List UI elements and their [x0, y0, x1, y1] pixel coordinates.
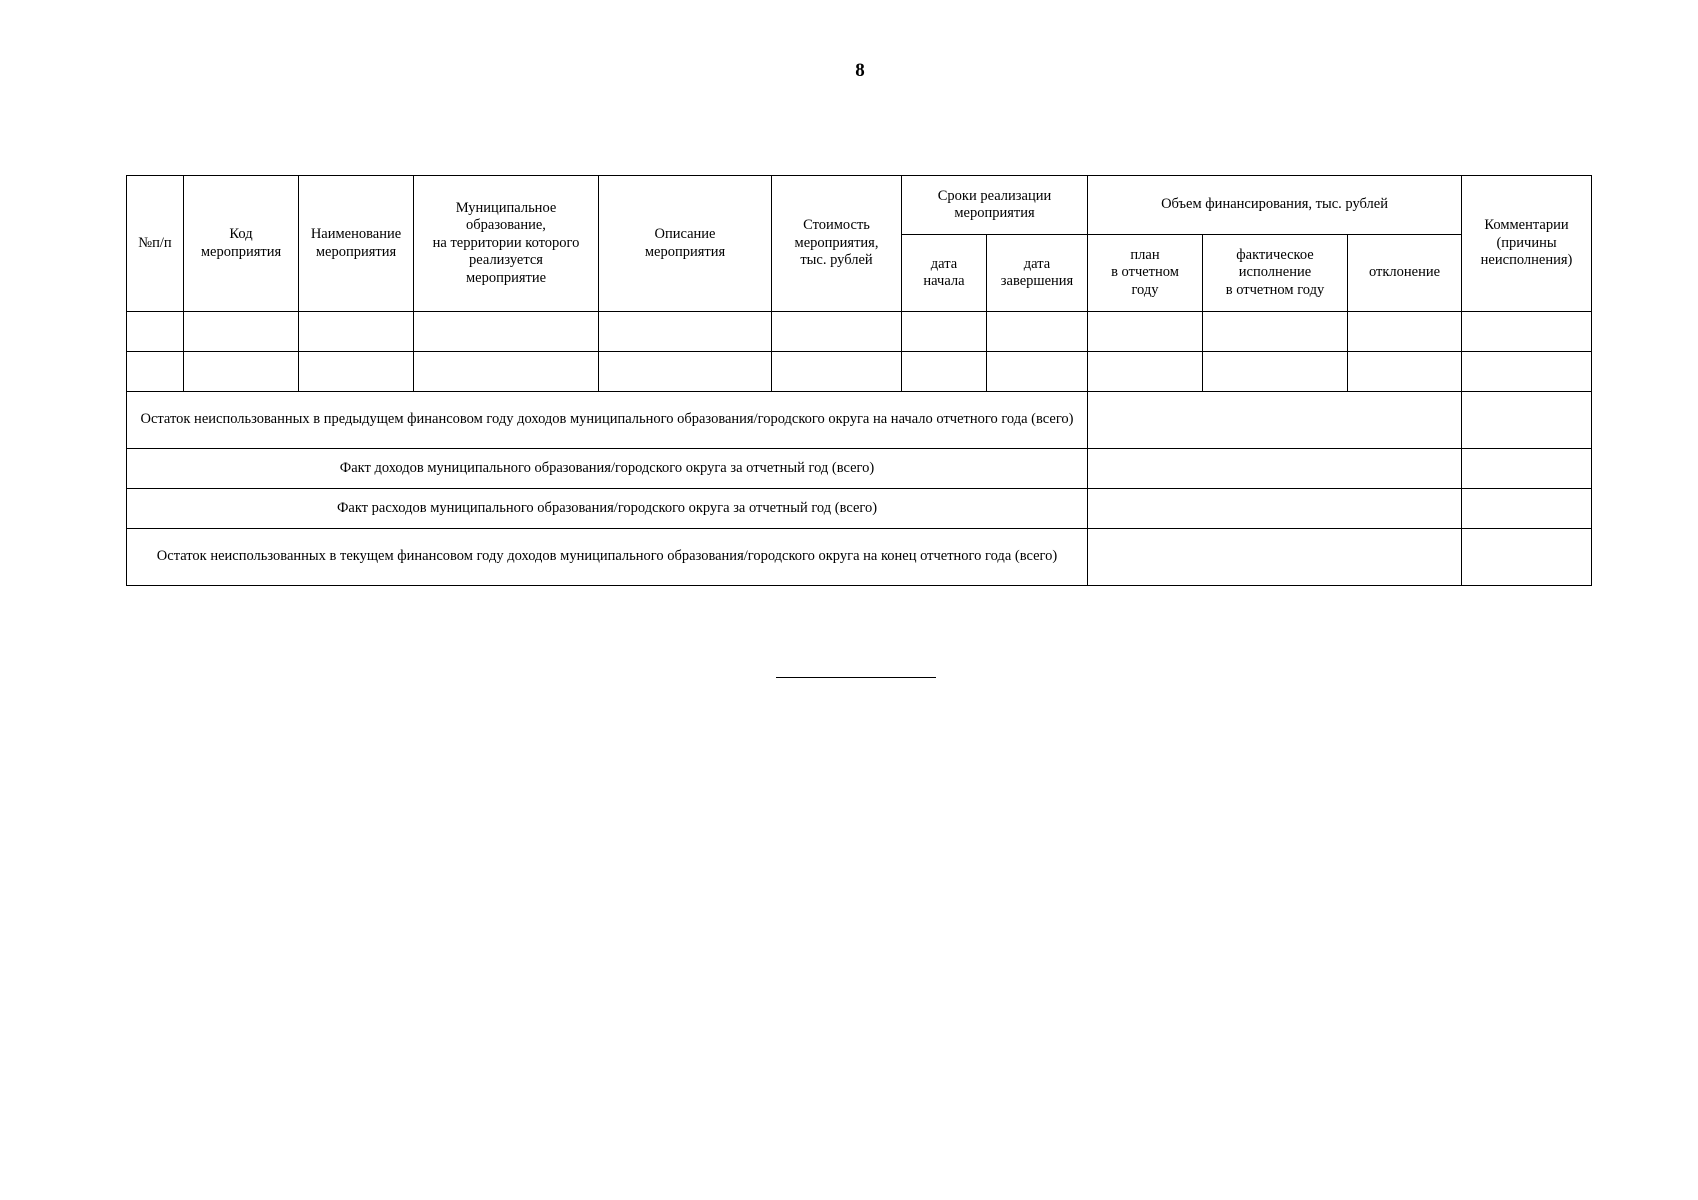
table-cell: [902, 352, 987, 392]
summary-comment-cell: [1462, 489, 1592, 529]
summary-value-cell: [1088, 392, 1462, 449]
table-cell: [772, 352, 902, 392]
header-name: Наименование мероприятия: [299, 176, 414, 312]
page-number: 8: [855, 60, 865, 81]
table-cell: [987, 312, 1088, 352]
header-terms-start: дата начала: [902, 235, 987, 312]
summary-label: Остаток неиспользованных в предыдущем финансовом году доходов муниципального образования/городского округа на начало отчетного года (всего): [127, 392, 1088, 449]
summary-value-cell: [1088, 489, 1462, 529]
summary-value-cell: [1088, 449, 1462, 489]
table-cell: [127, 312, 184, 352]
summary-row-expenses: [127, 489, 1592, 529]
table-row: [127, 312, 1592, 352]
summary-label: Факт расходов муниципального образования/городского округа за отчетный год (всего): [127, 489, 1088, 529]
table-cell: [127, 352, 184, 392]
summary-comment-cell: [1462, 529, 1592, 586]
header-fin-actual: фактическое исполнение в отчетном году: [1203, 235, 1348, 312]
table-cell: [1462, 312, 1592, 352]
footer-divider-line: [776, 677, 936, 678]
header-fin-plan: план в отчетном году: [1088, 235, 1203, 312]
table-cell: [1348, 312, 1462, 352]
header-terms: Сроки реализации мероприятия: [902, 176, 1088, 235]
table-row: [127, 352, 1592, 392]
summary-value-cell: [1088, 529, 1462, 586]
header-comments: Комментарии (причины неисполнения): [1462, 176, 1592, 312]
summary-row-closing-balance: [127, 529, 1592, 586]
summary-row-opening-balance: [127, 392, 1592, 449]
table-cell: [1088, 352, 1203, 392]
summary-row-income: [127, 449, 1592, 489]
report-table: [126, 175, 1592, 586]
header-description: Описание мероприятия: [599, 176, 772, 312]
table-cell: [902, 312, 987, 352]
table-cell: [299, 352, 414, 392]
table-cell: [1088, 312, 1203, 352]
table-cell: [1348, 352, 1462, 392]
table-cell: [987, 352, 1088, 392]
header-financing: Объем финансирования, тыс. рублей: [1088, 176, 1462, 235]
header-cost: Стоимость мероприятия, тыс. рублей: [772, 176, 902, 312]
header-fin-deviation: отклонение: [1348, 235, 1462, 312]
table-cell: [299, 312, 414, 352]
table-cell: [599, 352, 772, 392]
table-cell: [599, 312, 772, 352]
table-cell: [414, 352, 599, 392]
table-cell: [1203, 352, 1348, 392]
table-cell: [1462, 352, 1592, 392]
header-municipality: Муниципальное образование, на территории которого реализуется мероприятие: [414, 176, 599, 312]
table-cell: [772, 312, 902, 352]
table-cell: [414, 312, 599, 352]
summary-comment-cell: [1462, 449, 1592, 489]
table-cell: [184, 312, 299, 352]
header-terms-end: дата завершения: [987, 235, 1088, 312]
header-row-1: [127, 176, 1592, 235]
table-cell: [1203, 312, 1348, 352]
header-code: Код мероприятия: [184, 176, 299, 312]
header-num: №п/п: [127, 176, 184, 312]
summary-label: Факт доходов муниципального образования/городского округа за отчетный год (всего): [127, 449, 1088, 489]
table-cell: [184, 352, 299, 392]
summary-label: Остаток неиспользованных в текущем финансовом году доходов муниципального образования/городского округа на конец отчетного года (всего): [127, 529, 1088, 586]
summary-comment-cell: [1462, 392, 1592, 449]
